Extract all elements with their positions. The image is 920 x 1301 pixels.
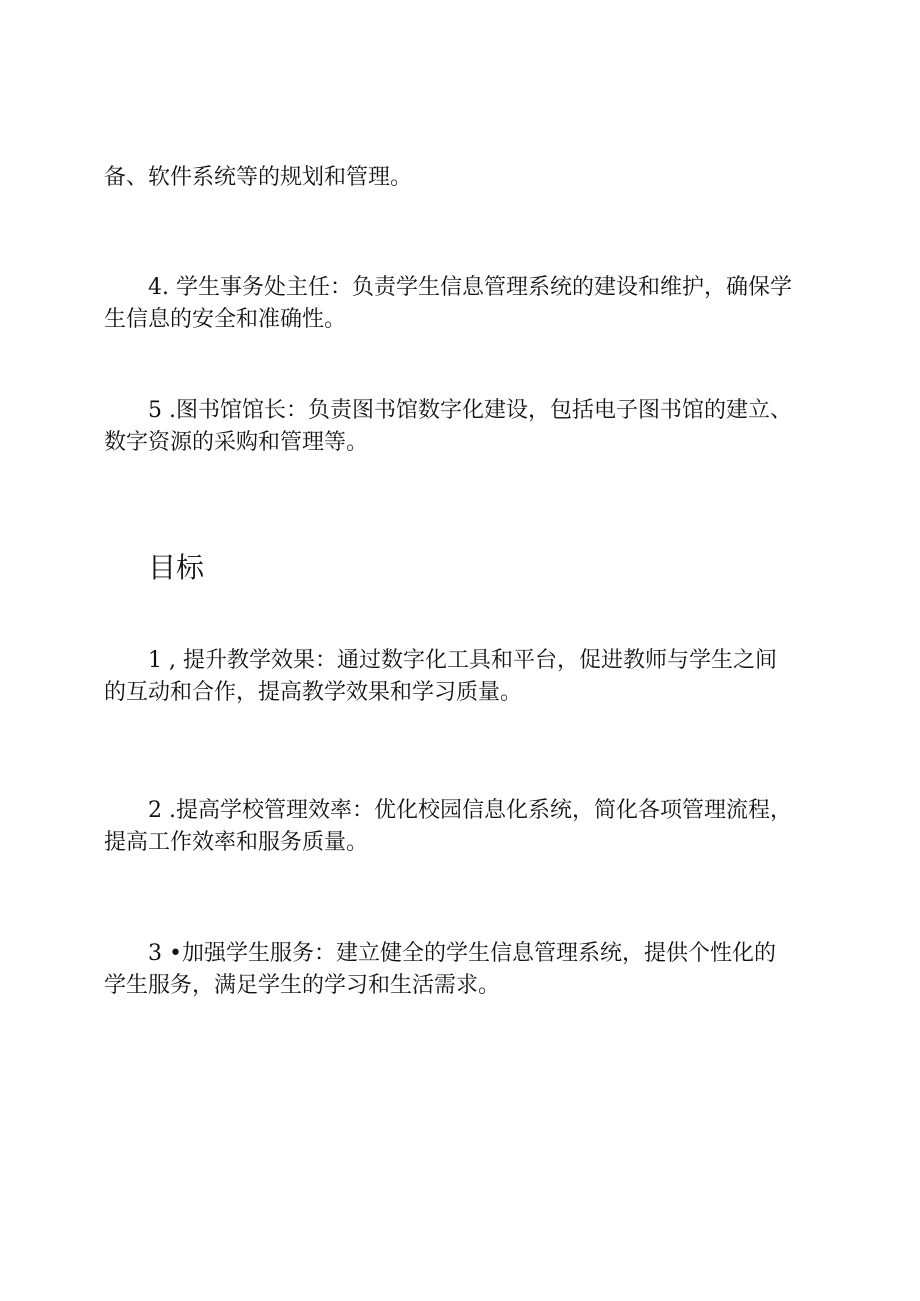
text-line: 数字资源的采购和管理等。 xyxy=(104,430,369,455)
text-line: 3 •加强学生服务：建立健全的学生信息管理系统，提供个性化的 xyxy=(148,941,776,966)
text-line: 4. 学生事务处主任：负责学生信息管理系统的建设和维护，确保学 xyxy=(148,275,792,300)
goal-item-1 xyxy=(104,645,820,709)
text-line: 生信息的安全和准确性。 xyxy=(104,307,347,332)
text-line: 2 .提高学校管理效率：优化校园信息化系统，简化各项管理流程， xyxy=(148,798,792,823)
text-line: 备、软件系统等的规划和管理。 xyxy=(104,165,413,190)
text-line: 5 .图书馆馆长：负责图书馆数字化建设，包括电子图书馆的建立、 xyxy=(148,398,792,423)
paragraph-item-4 xyxy=(104,272,820,336)
goal-item-3 xyxy=(104,938,820,1002)
text-line: 学生服务，满足学生的学习和生活需求。 xyxy=(104,973,501,998)
text-line: 1 , 提升教学效果：通过数字化工具和平台，促进教师与学生之间 xyxy=(148,648,777,673)
paragraph-item-5 xyxy=(104,395,820,459)
goal-item-2 xyxy=(104,795,820,859)
paragraph-continuation xyxy=(104,162,820,194)
text-line: 提高工作效率和服务质量。 xyxy=(104,830,369,855)
text-line: 的互动和合作，提高教学效果和学习质量。 xyxy=(104,680,523,705)
section-heading: 目标 xyxy=(148,551,205,584)
